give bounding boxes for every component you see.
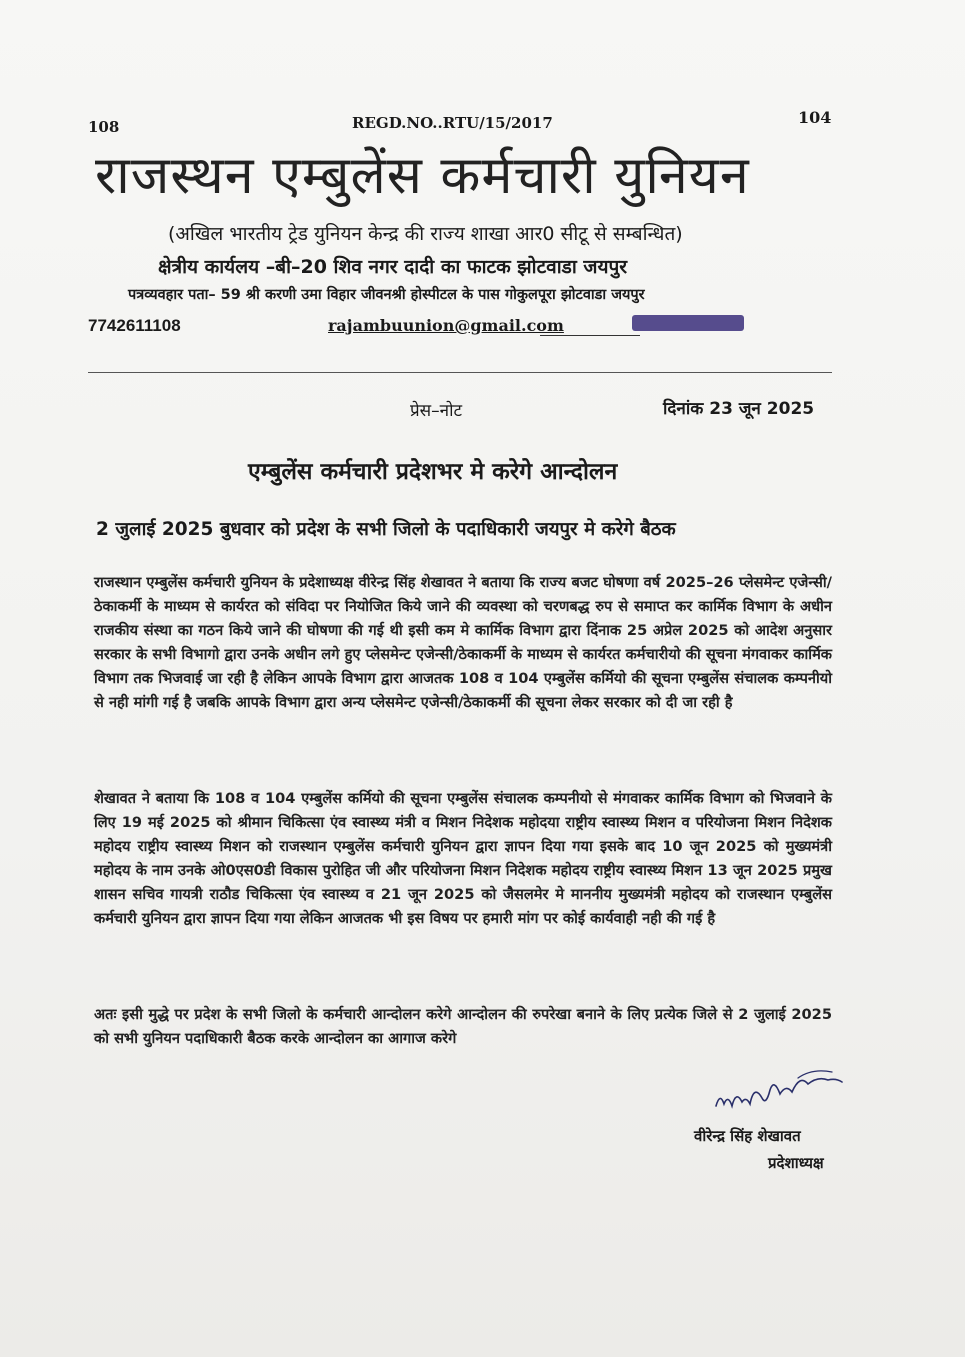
headline: एम्बुलेंस कर्मचारी प्रदेशभर मे करेगे आन्दोलन: [248, 459, 618, 485]
header-divider: [88, 372, 832, 373]
underline-divider: [540, 335, 640, 336]
body-paragraph-1: राजस्थान एम्बुलेंस कर्मचारी युनियन के प्रदेशाध्यक्ष वीरेन्द्र सिंह शेखावत ने बताया कि राज्य बजट घोषणा वर्ष 2025–26 प्लेसमेन्ट एजेन्सी/ठेकाकर्मी के माध्यम से कार्यरत को संविदा पर नियोजित किये जाने की व्यवस्था को चरणबद्ध रुप से समाप्त कर कार्मिक विभाग के अधीन राजकीय संस्था का गठन किये जाने की घोषणा की गई थी इसी कम मे कार्मिक विभाग द्वारा दिंनाक 25 अप्रेल 2025 को आदेश अनुसार सरकार के सभी विभागो द्वारा उनके अधीन लगे हुए प्लेसमेन्ट एजेन्सी/ठेकाकर्मी के माध्यम से कार्यरत कर्मचारीयो की सूचना मंगवाकर कार्मिक विभाग तक भिजवाई जा रही है लेकिन आपके विभाग द्वारा आजतक 108 व 104 एम्बुलेंस कर्मियो की सूचना एम्बुलेंस संचालक कम्पनीयो से नही मांगी गई है जबकि आपके विभाग द्वारा अन्य प्लेसमेन्ट एजेन्सी/ठेकाकर्मी की सूचना लेकर सरकार को दी जा रही है: [94, 574, 832, 711]
correspondence-address: पत्रव्यवहार पता– 59 श्री करणी उमा विहार जीवनश्री होस्पीटल के पास गोकुलपूरा झोटवाडा जयपुर: [128, 287, 645, 303]
phone-number: 7742611108: [88, 316, 181, 335]
document-date: दिनांक 23 जून 2025: [663, 399, 815, 419]
affiliation-line: (अखिल भारतीय ट्रेड युनियन केन्द्र की राज्य शाखा आर0 सीटू से सम्बन्धित): [168, 223, 683, 245]
registration-number: REGD.NO..RTU/15/2017: [352, 114, 553, 132]
helpline-108-label: 108: [88, 118, 120, 136]
body-paragraph-2: शेखावत ने बताया कि 108 व 104 एम्बुलेंस कर्मियो की सूचना एम्बुलेंस संचालक कम्पनीयो से मंगवाकर कार्मिक विभाग को भिजवाने के लिए 19 मई 2025 को श्रीमान चिकित्सा एंव स्वास्थ्य मंत्री व मिशन निदेशक महोदया राष्ट्रीय स्वास्थ्य मिशन व परियोजना मिशन निदेशक महोदय राष्ट्रीय स्वास्थ्य मिशन को राजस्थान एम्बुलेंस कर्मचारी युनियन द्वारा ज्ञापन दिया गया इसके बाद 10 जून 2025 को मुख्यमंत्री महोदय के नाम उनके ओ0एस0डी विकास पुरोहित जी और परियोजना मिशन निदेशक महोदय राष्ट्रीय स्वास्थ्य मिशन 13 जून 2025 प्रमुख शासन सचिव गायत्री राठौड चिकित्सा एंव स्वास्थ्य व 21 जून 2025 को जैसलमेर मे माननीय मुख्यमंत्री महोदय को राजस्थान एम्बुलेंस कर्मचारी युनियन द्वारा ज्ञापन दिया गया लेकिन आजतक भी इस विषय पर हमारी मांग पर कोई कार्यवाही नही की गई है: [94, 790, 832, 927]
press-note-label: प्रेस–नोट: [410, 401, 463, 421]
signatory-name: वीरेन्द्र सिंह शेखावत: [694, 1127, 801, 1145]
body-paragraph-3: अतः इसी मुद्धे पर प्रदेश के सभी जिलो के कर्मचारी आन्दोलन करेगे आन्दोलन की रुपरेखा बनाने के लिए प्रत्येक जिले से 2 जुलाई 2025 को सभी युनियन पदाधिकारी बैठक करके आन्दोलन का आगाज करेगे: [94, 1006, 832, 1047]
organization-name: राजस्थन एम्बुलेंस कर्मचारी युनियन: [95, 146, 750, 206]
handwritten-signature: [708, 1054, 848, 1124]
helpline-104-label: 104: [798, 108, 832, 127]
email-link[interactable]: rajambuunion@gmail.com: [328, 316, 564, 335]
redacted-number: [632, 315, 744, 331]
subheadline: 2 जुलाई 2025 बुधवार को प्रदेश के सभी जिलो के पदाधिकारी जयपुर मे करेगे बैठक: [96, 519, 676, 540]
regional-office-address: क्षेत्रीय कार्यलय –बी–20 शिव नगर दादी का फाटक झोटवाडा जयपुर: [158, 256, 628, 278]
signatory-title: प्रदेशाध्यक्ष: [768, 1154, 824, 1172]
